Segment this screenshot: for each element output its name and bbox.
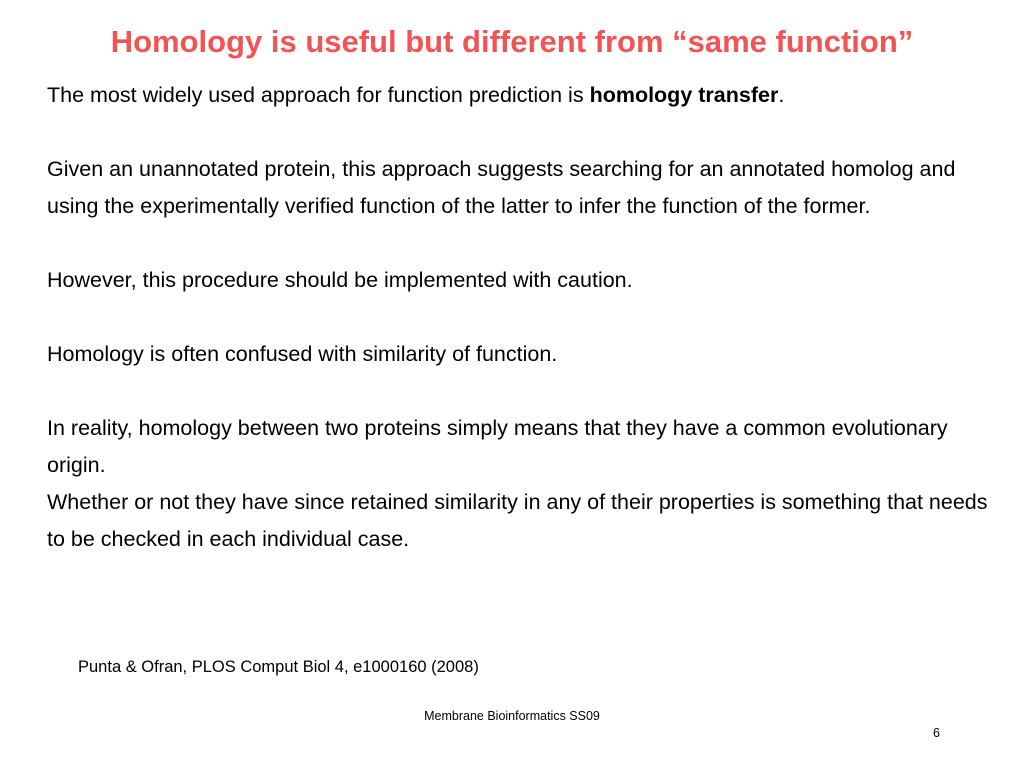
paragraph-spacer — [47, 225, 997, 262]
paragraph-spacer — [47, 299, 997, 336]
paragraph-confusion: Homology is often confused with similarity of function. — [47, 342, 558, 366]
paragraph-reality: In reality, homology between two proteins simply means that they have a common evolutionary origin. — [47, 416, 948, 477]
paragraph-homology-transfer — [47, 77, 997, 114]
paragraph-spacer — [47, 114, 997, 151]
page-number: 6 — [933, 726, 940, 740]
slide-title: Homology is useful but different from “same function” — [110, 24, 914, 59]
paragraph-retained-similarity: Whether or not they have since retained similarity in any of their properties is something that needs to be checked in each individual case. — [47, 490, 988, 551]
paragraph-1-end: . — [778, 83, 785, 107]
paragraph-caution: However, this procedure should be implemented with caution. — [47, 268, 633, 292]
homology-transfer-term: homology transfer — [589, 83, 779, 107]
paragraph-spacer — [47, 373, 997, 410]
paragraph-1-text: The most widely used approach for function prediction is — [47, 83, 590, 107]
slide-body — [47, 77, 997, 558]
citation: Punta & Ofran, PLOS Comput Biol 4, e1000160 (2008) — [78, 658, 479, 676]
footer-course-name: Membrane Bioinformatics SS09 — [424, 709, 600, 723]
paragraph-approach: Given an unannotated protein, this approach suggests searching for an annotated homolog and using the experimentally verified function of the latter to infer the function of the former. — [47, 157, 956, 218]
